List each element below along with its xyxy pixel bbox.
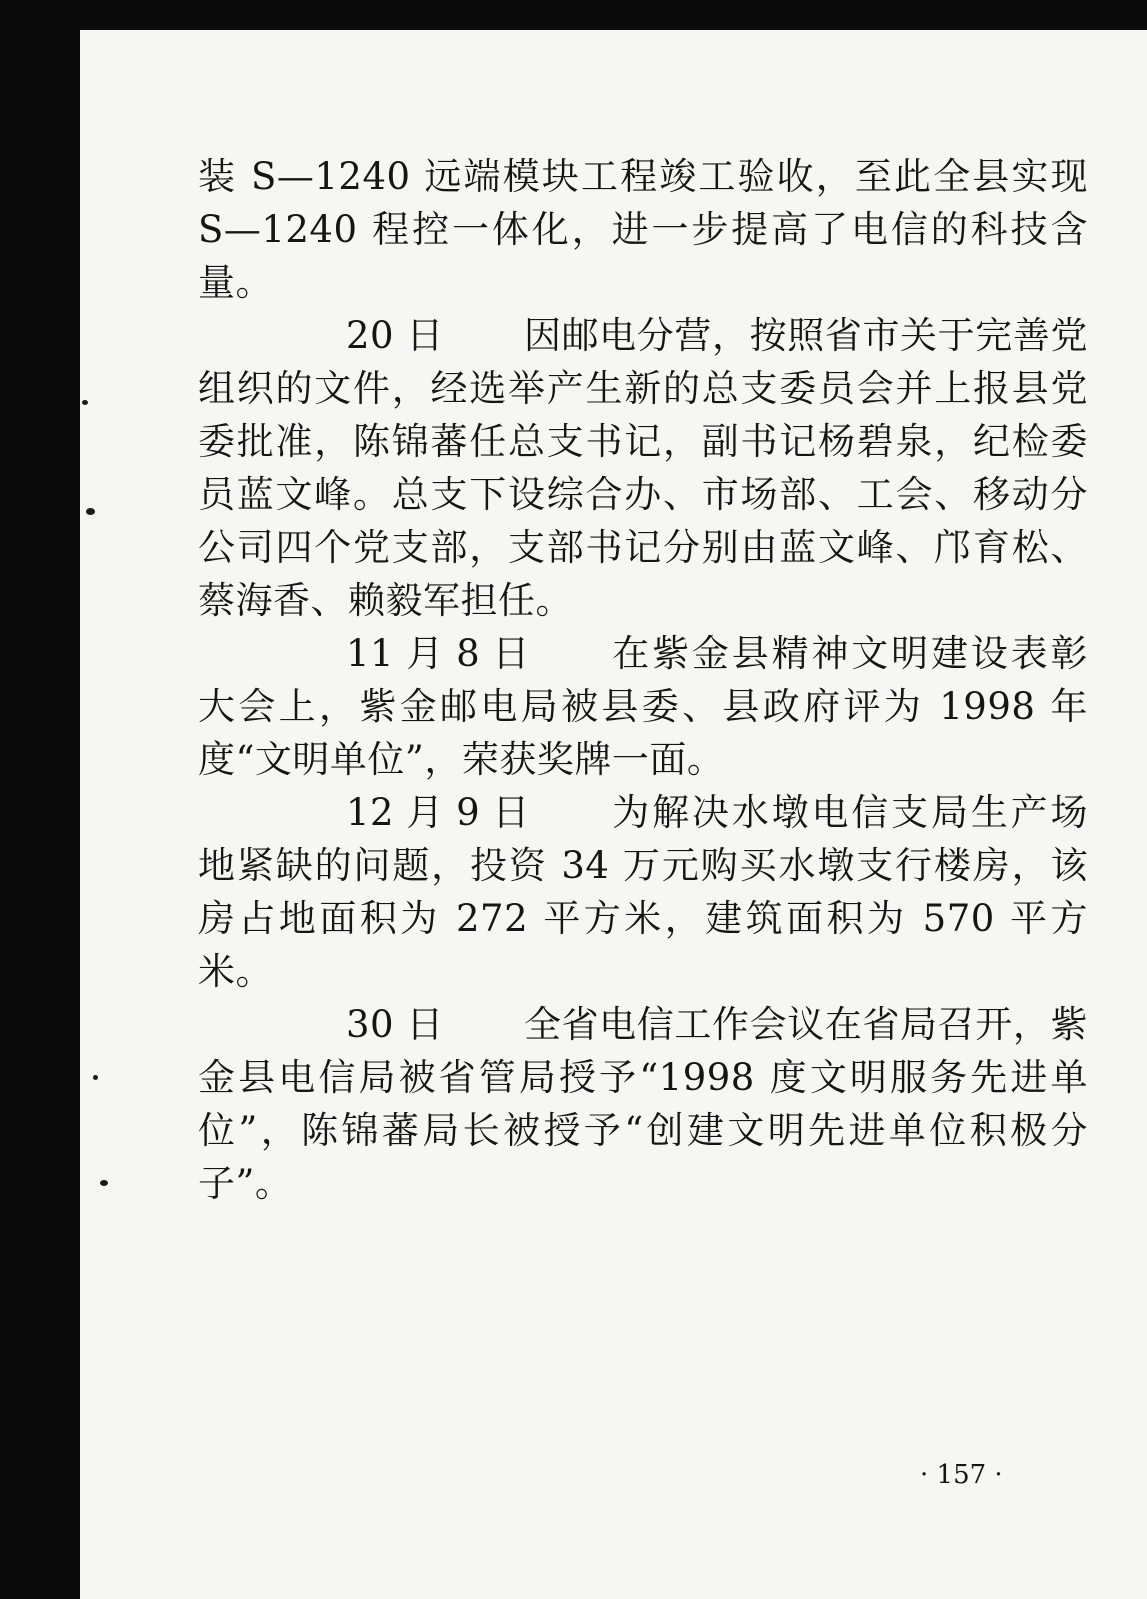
scan-speck [93,1075,98,1080]
entry-date: 12 月 9 日 [346,791,530,834]
paragraph-text: 在紫金县精神文明建设表彰大会上，紫金邮电局被县委、县政府评为 1998 年度“文明单位”，荣获奖牌一面。 [198,632,1088,781]
document-page [80,30,1147,1599]
scan-speck [100,1180,108,1186]
page-number: · 157 · [920,1460,1003,1490]
body-text [198,150,1088,1210]
paragraph-entry-20 [198,309,1088,627]
entry-date: 11 月 8 日 [346,632,530,675]
entry-date: 20 日 [346,314,444,357]
paragraph-continuation [198,150,1088,309]
scan-speck [86,508,95,515]
paragraph-text: 为解决水墩电信支局生产场地紧缺的问题，投资 34 万元购买水墩支行楼房，该房占地面积为 272 平方米，建筑面积为 570 平方米。 [198,791,1088,993]
paragraph-entry-nov-8 [198,627,1088,786]
paragraph-entry-30 [198,998,1088,1210]
paragraph-text: 全省电信工作会议在省局召开，紫金县电信局被省管局授予“1998 度文明服务先进单位”，陈锦蕃局长被授予“创建文明先进单位积极分子”。 [198,1003,1088,1205]
paragraph-text: 因邮电分营，按照省市关于完善党组织的文件，经选举产生新的总支委员会并上报县党委批准，陈锦蕃任总支书记，副书记杨碧泉，纪检委员蓝文峰。总支下设综合办、市场部、工会、移动分公司四个党支部，支部书记分别由蓝文峰、邝育松、蔡海香、赖毅军担任。 [198,314,1088,622]
scan-speck [82,400,88,405]
paragraph-entry-dec-9 [198,786,1088,998]
paragraph-text: 装 S—1240 远端模块工程竣工验收，至此全县实现 S—1240 程控一体化，进一步提高了电信的科技含量。 [198,155,1088,304]
entry-date: 30 日 [346,1003,444,1046]
